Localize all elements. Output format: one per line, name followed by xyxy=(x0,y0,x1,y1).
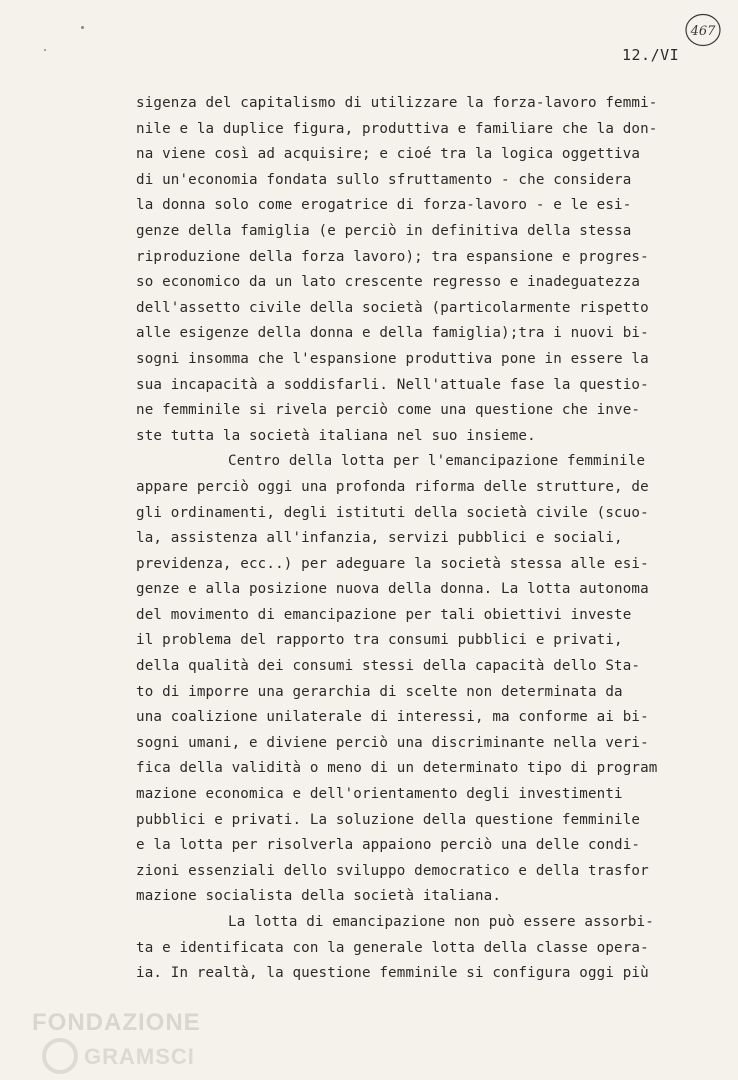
typewritten-body xyxy=(136,91,676,987)
paragraph-container xyxy=(136,91,676,987)
text-line: della qualità dei consumi stessi della capacità dello Sta- xyxy=(136,658,641,675)
page-number: 12./VI xyxy=(622,46,680,64)
text-line: previdenza, ecc..) per adeguare la società stessa alle esi- xyxy=(136,555,649,572)
text-line: sogni umani, e diviene perciò una discriminante nella veri- xyxy=(136,734,649,751)
text-line: ta e identificata con la generale lotta della classe opera- xyxy=(136,939,649,956)
folio-number-text: 467 xyxy=(690,24,716,39)
text-line: mazione economica e dell'orientamento degli investimenti xyxy=(136,786,623,803)
text-line: nile e la duplice figura, produttiva e familiare che la don- xyxy=(136,120,658,137)
text-line: del movimento di emancipazione per tali obiettivi investe xyxy=(136,606,632,623)
text-line: appare perciò oggi una profonda riforma delle strutture, de xyxy=(136,478,649,495)
archive-watermark xyxy=(30,1000,230,1075)
text-line: dell'assetto civile della società (particolarmente rispetto xyxy=(136,299,649,316)
text-line: na viene così ad acquisire; e cioé tra la logica oggettiva xyxy=(136,146,641,163)
text-line: una coalizione unilaterale di interessi, ma conforme ai bi- xyxy=(136,709,649,726)
text-line: to di imporre una gerarchia di scelte non determinata da xyxy=(136,683,623,700)
text-line: la donna solo come erogatrice di forza-lavoro - e le esi- xyxy=(136,197,632,214)
paragraph xyxy=(136,910,676,987)
watermark-line-2: GRAMSCI xyxy=(84,1044,195,1069)
text-line: fica della validità o meno di un determinato tipo di program xyxy=(136,760,658,777)
text-line: mazione socialista della società italiana. xyxy=(136,888,502,905)
text-line: il problema del rapporto tra consumi pubblici e privati, xyxy=(136,632,623,649)
text-line: sogni insomma che l'espansione produttiva pone in essere la xyxy=(136,350,649,367)
text-line: genze della famiglia (e perciò in definitiva della stessa xyxy=(136,222,632,239)
text-line: sigenza del capitalismo di utilizzare la forza-lavoro femmi- xyxy=(136,95,658,111)
paragraph xyxy=(136,91,676,449)
text-line: so economico da un lato crescente regresso e inadeguatezza xyxy=(136,274,641,291)
text-line: zioni essenziali dello sviluppo democratico e della trasfor xyxy=(136,862,649,879)
text-line: genze e alla posizione nuova della donna. La lotta autonoma xyxy=(136,581,649,598)
text-line: di un'economia fondata sullo sfruttamento - che considera xyxy=(136,171,632,188)
text-line: e la lotta per risolverla appaiono perciò una delle condi- xyxy=(136,837,641,854)
text-line: ste tutta la società italiana nel suo insieme. xyxy=(136,427,536,444)
handwritten-folio-number xyxy=(683,10,723,50)
text-line: Centro della lotta per l'emancipazione femminile xyxy=(228,453,646,470)
text-line: sua incapacità a soddisfarli. Nell'attuale fase la questio- xyxy=(136,376,649,393)
watermark-line-1: FONDAZIONE xyxy=(32,1009,201,1036)
paper-speck xyxy=(81,26,84,29)
text-line: pubblici e privati. La soluzione della questione femminile xyxy=(136,811,641,828)
text-line: la, assistenza all'infanzia, servizi pubblici e sociali, xyxy=(136,530,623,547)
paper-speck xyxy=(44,49,46,51)
text-line: gli ordinamenti, degli istituti della società civile (scuo- xyxy=(136,504,649,521)
text-line: riproduzione della forza lavoro); tra espansione e progres- xyxy=(136,248,649,265)
text-line: La lotta di emancipazione non può essere assorbi- xyxy=(228,914,654,930)
text-line: ia. In realtà, la questione femminile si configura oggi più xyxy=(136,965,649,982)
text-line: alle esigenze della donna e della famiglia);tra i nuovi bi- xyxy=(136,325,649,342)
paragraph xyxy=(136,449,676,910)
text-line: ne femminile si rivela perciò come una questione che inve- xyxy=(136,402,641,419)
